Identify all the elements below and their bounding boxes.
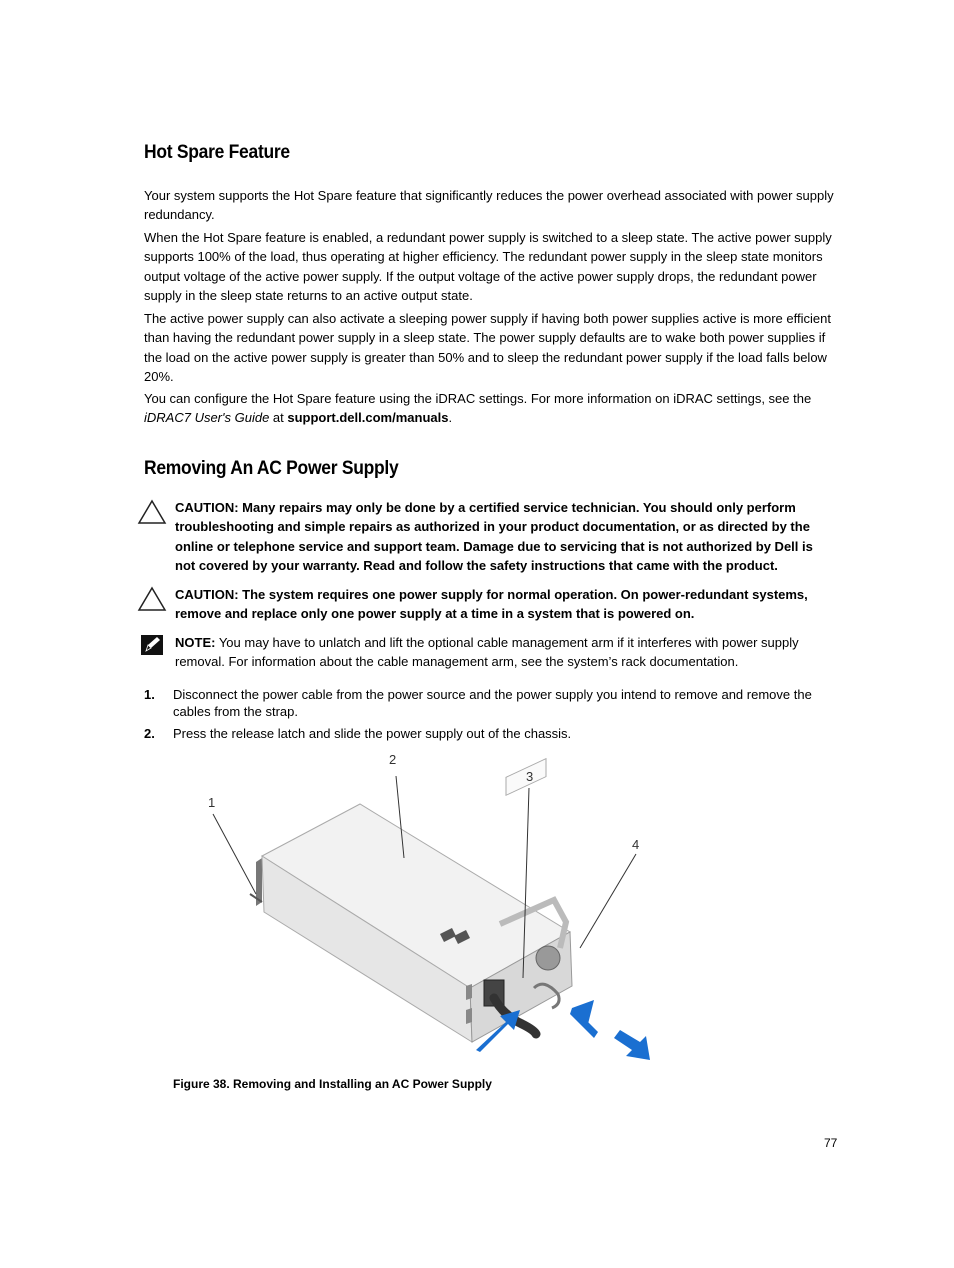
heading-removing-ac: Removing An AC Power Supply [144, 458, 399, 479]
caution-triangle-icon [136, 585, 168, 613]
note-body: You may have to unlatch and lift the optional cable management arm if it interferes with power supply removal. For information about the cable management arm, see the system’s rack documentation. [175, 635, 799, 670]
step-1-number: 1. [144, 687, 155, 702]
step-2-text: Press the release latch and slide the power supply out of the chassis. [173, 726, 572, 741]
power-supply-figure [200, 752, 660, 1072]
paragraph-3: The active power supply can also activate a sleeping power supply if having both power supplies active is more efficient than having the redundant power supply in a sleep state. The power supply defaults are to wake both power supplies if the load on the active power supply is greater than 50% and to sleep the redundant power supply if the load falls below 20%. [144, 311, 831, 385]
step-2 [144, 725, 844, 743]
paragraph-4-at: at [269, 410, 288, 426]
power-supply-illustration [200, 752, 660, 1072]
paragraph-4 [144, 389, 844, 428]
paragraph-4-text: You can configure the Hot Spare feature using the iDRAC settings. For more information on iDRAC settings, see the [144, 391, 812, 406]
step-1 [144, 686, 844, 722]
paragraph-2: When the Hot Spare feature is enabled, a redundant power supply is switched to a sleep state. The active power supply supports 100% of the load, thus operating at higher efficiency. The redundant power supply in the sleep state monitors output voltage of the active power supply. If the output voltage of the active power supply drops, the redundant power supply in the sleep state returns to an active output state. [144, 230, 832, 304]
paragraph-4-end: . [448, 410, 453, 426]
support-link[interactable]: support.dell.com/manuals [287, 410, 449, 426]
note [136, 633, 846, 673]
caution-1 [136, 498, 846, 578]
caution-2 [136, 585, 846, 625]
note-label: NOTE: [175, 635, 216, 650]
caution-triangle-icon [136, 498, 168, 526]
note-pencil-icon [140, 634, 166, 658]
paragraph-1: Your system supports the Hot Spare feature that significantly reduces the power overhead associated with power supply redundancy. [144, 188, 834, 223]
figure-caption: Figure 38. Removing and Installing an AC Power Supply [173, 1077, 492, 1091]
callout-4: 4 [632, 837, 640, 852]
step-2-number: 2. [144, 726, 155, 741]
idrac-guide-title: iDRAC7 User's Guide [144, 410, 270, 426]
step-1-text: Disconnect the power cable from the power source and the power supply you intend to remove and remove the cables from the strap. [173, 687, 812, 719]
caution-1-text: CAUTION: Many repairs may only be done by a certified service technician. You should only perform troubleshooting and simple repairs as authorized in your product documentation, or as directed by the online or telephone service and support team. Damage due to servicing that is not authorized by Dell is not covered by your warranty. Read and follow the safety instructions that came with the product. [175, 500, 813, 574]
callout-1: 1 [208, 795, 216, 810]
note-text [175, 633, 835, 672]
callout-3: 3 [526, 769, 534, 784]
caution-2-text: CAUTION: The system requires one power supply for normal operation. On power-redundant systems, remove and replace only one power supply at a time in a system that is powered on. [175, 587, 808, 622]
heading-hot-spare: Hot Spare Feature [144, 142, 290, 163]
callout-2: 2 [389, 752, 397, 767]
page-number: 77 [824, 1136, 838, 1150]
